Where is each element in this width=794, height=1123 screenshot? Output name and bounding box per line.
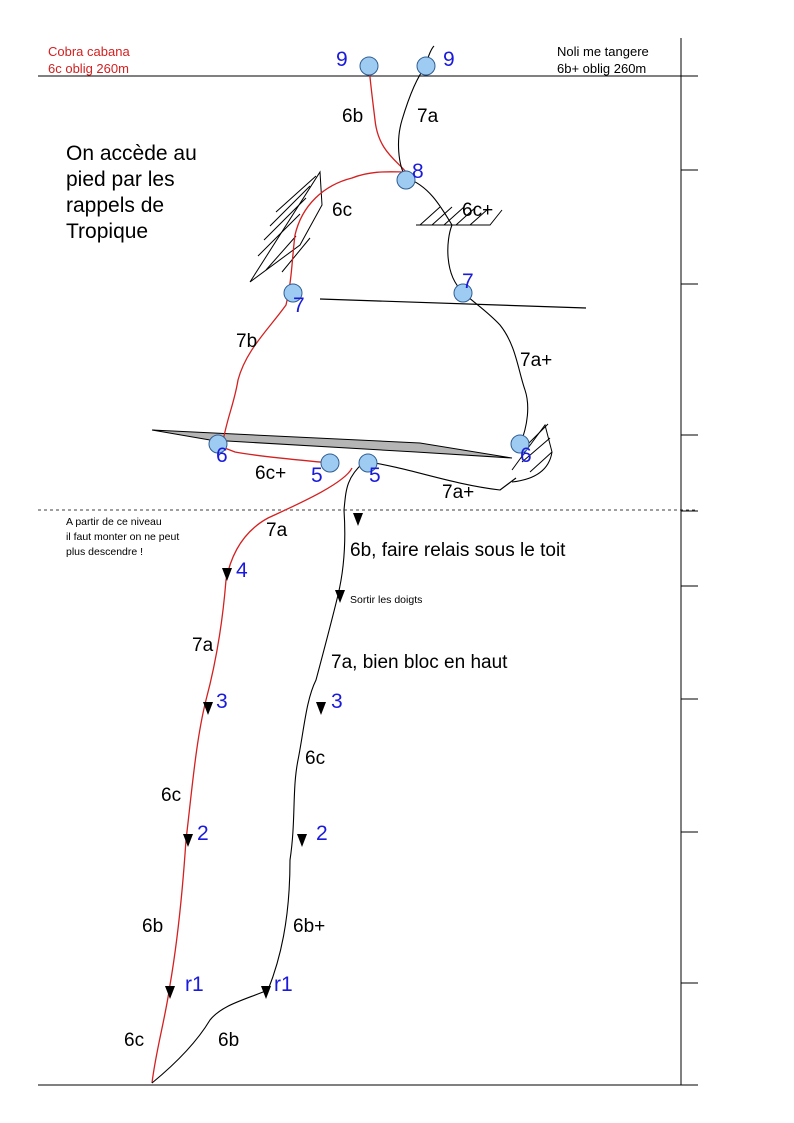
grade-left-l4: 7a	[192, 635, 214, 656]
marker-left-r1	[165, 986, 175, 999]
grade-right-l3: 6c	[305, 748, 326, 769]
left-route-line	[152, 66, 406, 1083]
station-left-4: 4	[236, 559, 248, 582]
grade-left-l5: 7a	[266, 520, 288, 541]
station-right-r1: r1	[274, 973, 293, 996]
grade-left-l1: 6c	[124, 1030, 145, 1051]
marker-left-2	[183, 834, 193, 847]
station-left-7: 7	[293, 294, 305, 317]
marker-right-2	[297, 834, 307, 847]
access-note-line-4: Tropique	[66, 220, 149, 243]
grade-left-l8: 6c	[332, 200, 353, 221]
station-left-5: 5	[311, 464, 323, 487]
station-right-2: 2	[316, 822, 328, 845]
station-left-6: 6	[216, 444, 228, 467]
grade-right-l6: 7a+	[442, 482, 475, 503]
access-note	[66, 142, 203, 243]
marker-right-roof	[353, 513, 363, 526]
marker-left-4	[222, 568, 232, 581]
station-right-7: 7	[462, 270, 474, 293]
grade-left-l2: 6b	[142, 916, 164, 937]
fingers-tip: Sortir les doigts	[350, 594, 423, 606]
station-left-3: 3	[216, 690, 228, 713]
grade-left-l9: 6b	[342, 106, 364, 127]
station-right-6: 6	[520, 444, 532, 467]
upper-left-overhang	[250, 172, 322, 282]
station-left-9: 9	[336, 48, 348, 71]
no-descent-line-2: il faut monter on ne peut	[66, 531, 180, 543]
grade-left-l3: 6c	[161, 785, 182, 806]
anchor-right-9	[417, 57, 435, 75]
left-route-grade: 6c oblig 260m	[48, 61, 129, 76]
belay-anchors	[209, 57, 529, 472]
grade-left-l6: 6c+	[255, 463, 287, 484]
station-8: 8	[412, 160, 424, 183]
station-left-2: 2	[197, 822, 209, 845]
middle-ledge-line	[320, 299, 586, 308]
station-right-5: 5	[369, 464, 381, 487]
no-descent-line-1: A partir de ce niveau	[66, 516, 162, 528]
grade-left-l7: 7b	[236, 331, 258, 352]
grade-right-l7: 7a+	[520, 350, 553, 371]
no-descent-note	[66, 516, 182, 558]
access-note-line-3: rappels de	[66, 194, 165, 217]
no-descent-line-3: plus descendre !	[66, 546, 144, 558]
left-route-name: Cobra cabana	[48, 44, 130, 59]
grade-right-l9: 7a	[417, 106, 439, 127]
bloc-tip: 7a, bien bloc en haut	[331, 652, 508, 673]
access-note-line-1: On accède au	[66, 142, 197, 165]
access-note-line-2: pied par les	[66, 168, 175, 191]
anchor-left-5	[321, 454, 339, 472]
right-pitch-grades	[218, 106, 552, 1051]
scale-ticks	[681, 170, 698, 983]
marker-right-3	[316, 702, 326, 715]
belay-markers	[165, 513, 363, 999]
right-route-grade: 6b+ oblig 260m	[557, 61, 647, 76]
grade-right-l8: 6c+	[462, 200, 494, 221]
station-right-3: 3	[331, 690, 343, 713]
right-route-name: Noli me tangere	[557, 44, 649, 59]
station-left-r1: r1	[185, 973, 204, 996]
anchor-left-9	[360, 57, 378, 75]
grade-right-l1: 6b	[218, 1030, 240, 1051]
grade-right-l2: 6b+	[293, 916, 326, 937]
roof-tip: 6b, faire relais sous le toit	[350, 540, 566, 561]
station-right-9: 9	[443, 48, 455, 71]
